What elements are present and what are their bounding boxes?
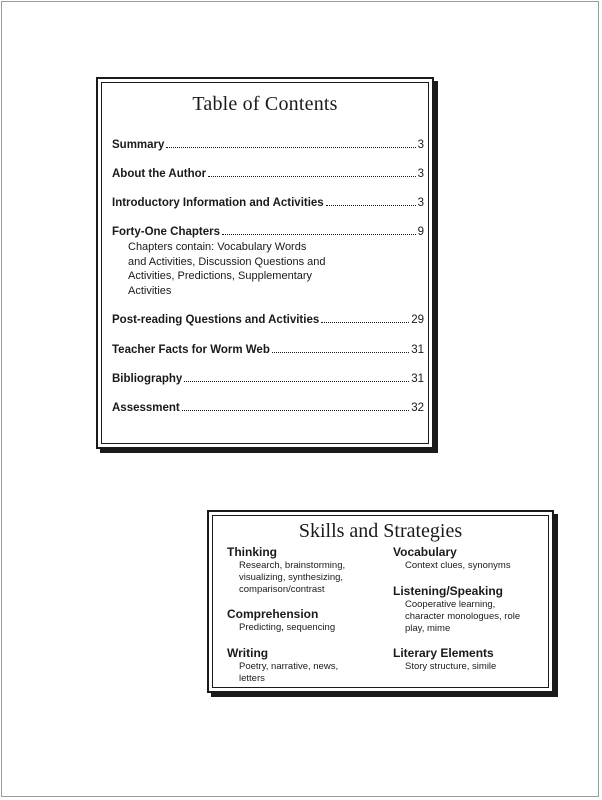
toc-entry-label: Bibliography bbox=[112, 373, 183, 385]
skill-description-line: Predicting, sequencing bbox=[239, 622, 336, 633]
toc-title: Table of Contents bbox=[192, 93, 338, 115]
skills-inner-frame bbox=[212, 515, 549, 688]
dot-leader bbox=[321, 322, 409, 323]
skill-heading: Comprehension bbox=[227, 607, 319, 621]
skill-group-listening-speaking bbox=[393, 584, 543, 635]
skill-description-line: letters bbox=[239, 673, 265, 684]
dot-leader bbox=[182, 410, 409, 411]
toc-entry-label: Assessment bbox=[112, 402, 180, 414]
skill-group-thinking bbox=[227, 545, 377, 596]
toc-entry-label: Post-reading Questions and Activities bbox=[112, 314, 320, 326]
table-of-contents-inner-frame bbox=[101, 82, 429, 444]
toc-entry-page: 3 bbox=[417, 168, 424, 180]
skill-description-line: Cooperative learning, bbox=[405, 599, 496, 610]
note-line: Activities, Predictions, Supplementary bbox=[128, 270, 313, 282]
toc-entry-summary bbox=[112, 139, 424, 151]
toc-entry-label: Teacher Facts for Worm Web bbox=[112, 344, 270, 356]
chapters-contents-note bbox=[128, 240, 338, 298]
dot-leader bbox=[272, 352, 409, 353]
toc-entry-page: 3 bbox=[417, 139, 424, 151]
skill-heading: Writing bbox=[227, 646, 269, 660]
toc-entry-page: 3 bbox=[417, 197, 424, 209]
skill-description-line: play, mime bbox=[405, 623, 451, 634]
note-line: Activities bbox=[128, 284, 172, 297]
toc-entry-about-the-author bbox=[112, 168, 424, 180]
toc-entry-forty-one-chapters bbox=[112, 226, 424, 238]
toc-entry-teacher-facts bbox=[112, 344, 424, 356]
dot-leader bbox=[222, 234, 416, 235]
dot-leader bbox=[166, 147, 415, 148]
skill-description-line: comparison/contrast bbox=[239, 584, 325, 595]
skills-and-strategies-box bbox=[207, 510, 554, 693]
skill-description-line: Story structure, simile bbox=[405, 661, 497, 672]
skill-description-line: character monologues, role bbox=[405, 611, 521, 622]
dot-leader bbox=[326, 205, 416, 206]
skill-heading: Literary Elements bbox=[393, 646, 494, 660]
toc-entry-assessment bbox=[112, 402, 424, 414]
skill-heading: Listening/Speaking bbox=[393, 584, 504, 598]
toc-entry-introductory-information bbox=[112, 197, 424, 209]
toc-entry-page: 29 bbox=[411, 314, 424, 326]
skill-group-vocabulary bbox=[393, 545, 543, 572]
dot-leader bbox=[184, 381, 409, 382]
skill-description-line: visualizing, synthesizing, bbox=[239, 572, 344, 583]
toc-entry-label: About the Author bbox=[112, 168, 207, 180]
skill-description-line: Research, brainstorming, bbox=[239, 560, 346, 571]
toc-entry-page: 32 bbox=[411, 402, 424, 414]
dot-leader bbox=[208, 176, 415, 177]
toc-entry-post-reading bbox=[112, 314, 424, 326]
toc-entry-page: 9 bbox=[417, 226, 424, 238]
toc-entry-bibliography bbox=[112, 373, 424, 385]
table-of-contents-box bbox=[96, 77, 434, 449]
toc-entry-label: Forty-One Chapters bbox=[112, 226, 220, 238]
skill-group-writing bbox=[227, 646, 377, 685]
note-line: and Activities, Discussion Questions and bbox=[128, 255, 326, 268]
note-line: Chapters contain: Vocabulary Words bbox=[128, 241, 307, 253]
toc-entry-page: 31 bbox=[411, 344, 424, 356]
skill-group-literary-elements bbox=[393, 646, 543, 673]
skill-heading: Thinking bbox=[227, 545, 277, 559]
skill-heading: Vocabulary bbox=[393, 545, 457, 559]
toc-entry-page: 31 bbox=[411, 373, 424, 385]
toc-entry-label: Introductory Information and Activities bbox=[112, 197, 324, 209]
skill-group-comprehension bbox=[227, 607, 377, 634]
skills-title: Skills and Strategies bbox=[298, 520, 463, 542]
skill-description-line: Poetry, narrative, news, bbox=[239, 661, 339, 672]
skill-description-line: Context clues, synonyms bbox=[405, 560, 511, 571]
toc-entry-label: Summary bbox=[112, 139, 165, 151]
